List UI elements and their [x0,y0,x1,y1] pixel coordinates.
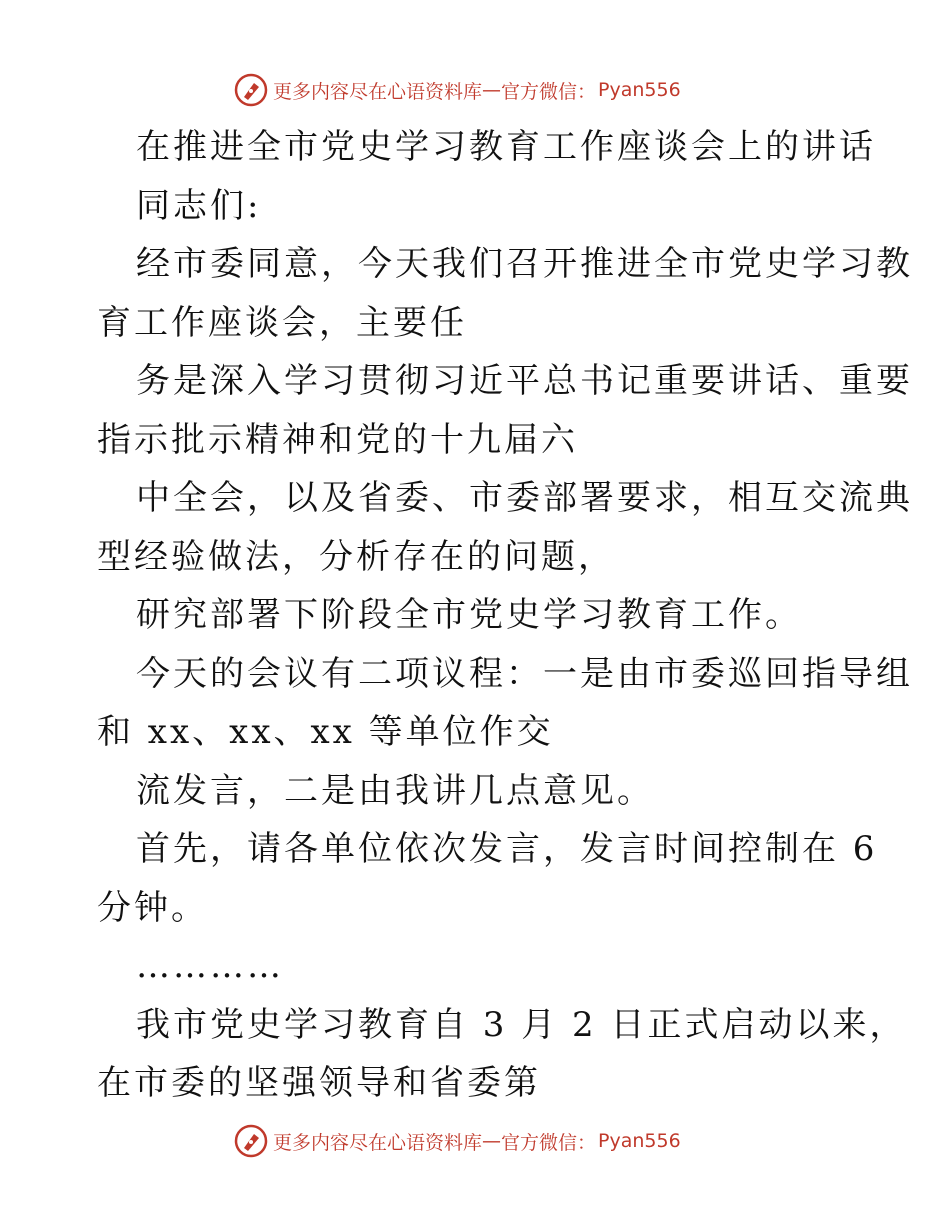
text-line: 型经验做法，分析存在的问题， [97,536,615,577]
text-line: 分钟。 [97,887,208,928]
text-line: 今天的会议有二项议程：一是由市委巡回指导组 [136,653,913,694]
ellipsis-line: ………… [136,946,284,986]
text-line: 育工作座谈会，主要任 [97,302,467,343]
text-line: 流发言，二是由我讲几点意见。 [136,770,654,811]
text-line: 在市委的坚强领导和省委第 [97,1063,541,1103]
watermark-brand: 更多内容尽在心语资料库 [273,1131,483,1154]
pen-nib-logo-icon [233,1123,269,1159]
text-line: 指示批示精神和党的十九届六 [97,419,578,460]
watermark-brand: 更多内容尽在心语资料库 [273,80,483,103]
watermark-account: Pyan556 [598,79,681,101]
watermark-separator: — [482,79,502,101]
text-line: 务是深入学习贯彻习近平总书记重要讲话、重要 [136,361,913,401]
footer-watermark [233,1121,681,1161]
watermark-label: 官方微信： [501,80,597,103]
watermark-separator: — [482,1130,502,1152]
watermark-label: 官方微信： [501,1131,597,1154]
text-line: 首先，请各单位依次发言，发言时间控制在 6 [136,829,878,869]
watermark-account: Pyan556 [598,1130,681,1152]
document-title: 在推进全市党史学习教育工作座谈会上的讲话 [136,127,876,167]
header-watermark [233,70,681,110]
text-line: 和 xx、xx、xx 等单位作交 [97,712,554,752]
text-line: 中全会，以及省委、市委部署要求，相互交流典 [136,478,913,518]
document-body [97,118,913,1113]
text-line: 经市委同意，今天我们召开推进全市党史学习教 [136,244,913,284]
text-line: 研究部署下阶段全市党史学习教育工作。 [136,595,802,635]
pen-nib-logo-icon [233,72,269,108]
text-line: 我市党史学习教育自 3 月 2 日正式启动以来， [136,1004,907,1045]
salutation: 同志们: [136,185,262,226]
